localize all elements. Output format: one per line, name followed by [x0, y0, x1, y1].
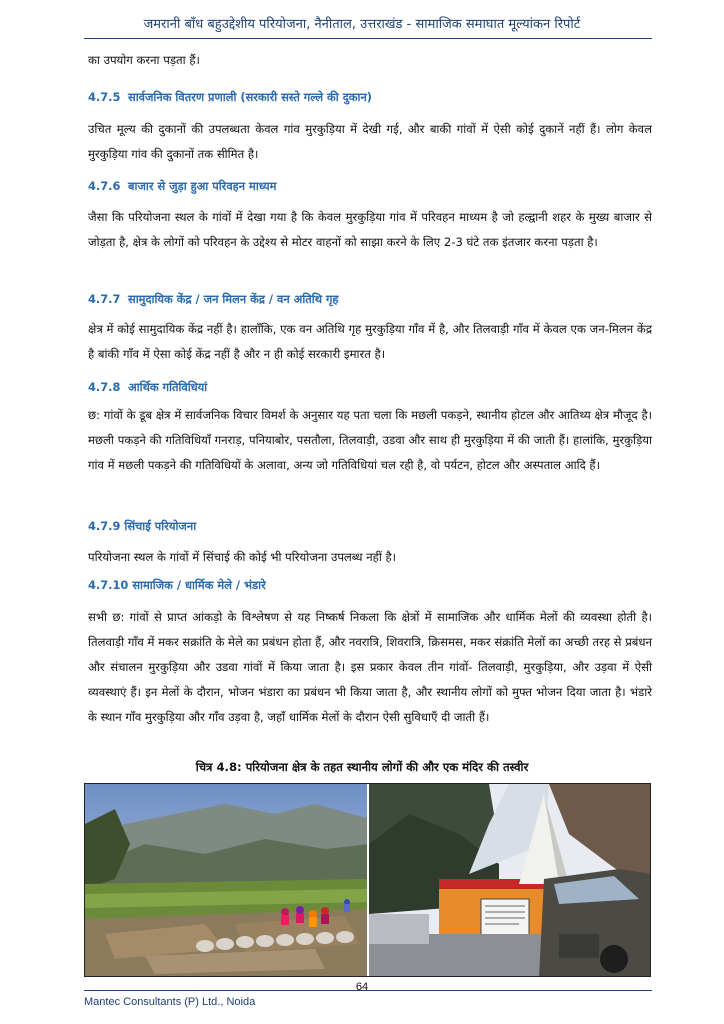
section-number: 4.7.6: [88, 179, 121, 193]
section-heading-4-7-9: [88, 519, 196, 534]
section-number: 4.7.5: [88, 90, 121, 104]
photo-villagers-fields: [85, 784, 369, 976]
section-title: सामाजिक / धार्मिक मेले / भंडारे: [132, 578, 266, 592]
section-title: सार्वजनिक वितरण प्रणाली (सरकारी सस्ते गल्ले की दुकान): [128, 90, 372, 104]
section-title: आर्थिक गतिविधियां: [128, 380, 208, 394]
footer-divider: [84, 990, 652, 991]
section-number: 4.7.7: [88, 292, 121, 306]
running-header: जमरानी बाँध बहुउद्देशीय परियोजना, नैनीताल, उत्तराखंड - सामाजिक समाघात मूल्यांकन रिपोर्ट: [143, 17, 581, 32]
figure-photographs: [84, 783, 651, 977]
section-heading-4-7-7: [88, 292, 338, 307]
paragraph-fairs: सभी छ: गांवों से प्राप्त आंकड़ो के विश्लेषण से यह निष्कर्ष निकला कि क्षेत्रों में सामाजिक और धार्मिक मेलों की व्यवस्था होती है। तिलवाड़ी गाँव में मकर सक्रांति के मेले का प्रबंधन होता हैं, और नवरात्रि, शिवरात्रि, क्रिसमस, मकर संक्रांति मेलों का अच्छी तरह से प्रबंधन और संचालन मुरकुड़िया और उडवा गांवों में किया जाता है। इस प्रकार केवल तीन गांवों- तिलवाड़ी, मुरकुड़िया, और उड़वा में ऐसी व्यवस्थाएं हैं। इन मेलों के दौरान, भोजन भंडारा का प्रबंधन भी किया जाता है, और स्थानीय लोगों को मुफ्त भोजन दिया जाता है। भंडारे के स्थान गाँव मुरकुड़िया और गाँव उड़वा है, जहाँ धार्मिक मेलों के दौरान ऐसी सुविधाएँ दी जाती हैं।: [88, 610, 652, 724]
footer-company: Mantec Consultants (P) Ltd., Noida: [84, 996, 256, 1008]
paragraph-community-centre: क्षेत्र में कोई सामुदायिक केंद्र नहीं है। हालाँकि, एक वन अतिथि गृह मुरकुड़िया गाँव में है, और तिलवाड़ी गाँव में केवल एक जन-मिलन केंद्र है बांकी गाँव में ऐसा कोई केंद्र नहीं है और न ही कोई सरकारी इमारत है।: [88, 322, 652, 361]
section-number: 4.7.10: [88, 578, 129, 592]
section-title: सामुदायिक केंद्र / जन मिलन केंद्र / वन अतिथि गृह: [128, 292, 339, 306]
section-title: बाजार से जुड़ा हुआ परिवहन माध्यम: [128, 179, 277, 193]
paragraph-continuation: का उपयोग करना पड़ता हैं।: [88, 53, 200, 67]
section-title: सिंचाई परियोजना: [124, 519, 197, 533]
section-heading-4-7-5: [88, 90, 372, 105]
section-number: 4.7.8: [88, 380, 121, 394]
section-heading-4-7-8: [88, 380, 207, 395]
section-heading-4-7-10: [88, 578, 266, 593]
header-divider: [84, 38, 652, 39]
figure-caption: चित्र 4.8: परियोजना क्षेत्र के तहत स्थानीय लोगों की और एक मंदिर की तस्वीर: [195, 760, 529, 774]
section-heading-4-7-6: [88, 179, 276, 194]
paragraph-irrigation: परियोजना स्थल के गांवों में सिंचाई की कोई भी परियोजना उपलब्ध नहीं है।: [88, 550, 397, 564]
photo-temple-and-car: [369, 784, 650, 976]
paragraph-transport: जैसा कि परियोजना स्थल के गांवों में देखा गया है कि केवल मुरकुड़िया गांव में परिवहन माध्यम है जो हल्द्वानी शहर के मुख्य बाजार से जोड़ता है, क्षेत्र के लोगों को परिवहन के उद्देश्य से मोटर वाहनों को साझा करने के लिए 2-3 घंटे तक इंतजार करना पड़ता है।: [88, 210, 653, 249]
paragraph-economic-activities: छ: गांवों के डूब क्षेत्र में सार्वजनिक विचार विमर्श के अनुसार यह पता चला कि मछली पकड़ने, स्थानीय होटल और आतिथ्य क्षेत्र मौजूद है। मछली पकड़ने की गतिविधियाँ गनराड़, पनियाबोर, पसतौला, तिलवाड़ी, उडवा और साथ ही मुरकुड़िया में की जाती हैं। हालांकि, मुरकुड़िया गांव में मछली पकड़ने की गतिविधियों के अलावा, अन्य जो गतिविधियां चल रही है, वो पर्यटन, होटल और अस्पताल आदि हैं।: [88, 408, 652, 472]
section-number: 4.7.9: [88, 519, 121, 533]
page-number: 64: [355, 981, 369, 993]
paragraph-public-distribution: उचित मूल्य की दुकानों की उपलब्धता केवल गांव मुरकुड़िया में देखी गई, और बाकी गांवों में ऐसी कोई दुकानें नहीं हैं। लोग केवल मुरकुड़िया गांव की दुकानों तक सीमित है।: [88, 122, 652, 161]
